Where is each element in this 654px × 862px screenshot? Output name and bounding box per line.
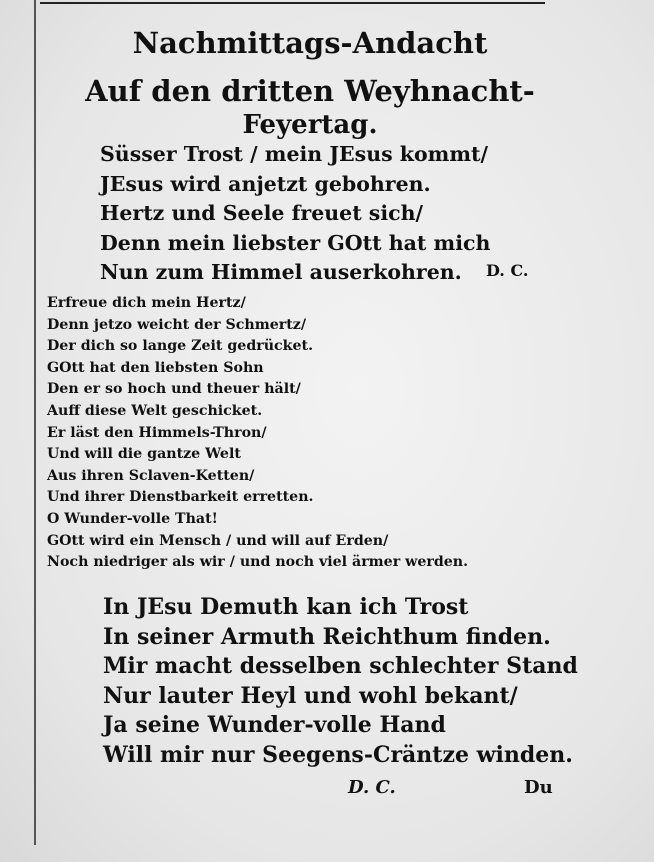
- verse-line: Aus ihren Sclaven-Ketten/: [47, 467, 255, 484]
- verse-line: Der dich so lange Zeit gedrücket.: [47, 338, 314, 355]
- verse-line: Denn jetzo weicht der Schmertz/: [47, 316, 307, 333]
- verse-line: Nur lauter Heyl und wohl bekant/: [103, 682, 518, 709]
- da-capo-mark: D. C.: [348, 777, 396, 798]
- catchword: Du: [524, 777, 553, 798]
- verse-line: O Wunder-volle That!: [47, 510, 218, 527]
- verse-line: In JEsu Demuth kan ich Trost: [103, 594, 469, 620]
- verse-line: Nun zum Himmel auserkohren.: [100, 260, 462, 284]
- verse-line: Will mir nur Seegens-Cräntze winden.: [103, 741, 573, 768]
- left-page-edge: [34, 0, 36, 845]
- heading-line-3: Feyertag.: [242, 110, 378, 140]
- heading-line-1: Nachmittags-Andacht: [132, 26, 488, 60]
- verse-line: Erfreue dich mein Hertz/: [47, 295, 246, 311]
- verse-line: Hertz und Seele freuet sich/: [100, 201, 424, 225]
- verse-line: Mir macht desselben schlechter Stand: [103, 653, 578, 679]
- top-rule: [40, 2, 545, 4]
- verse-line: Denn mein liebster GOtt hat mich: [100, 230, 491, 255]
- verse-line: In seiner Armuth Reichthum finden.: [103, 623, 551, 650]
- verse-line: GOtt wird ein Mensch / und will auf Erden/: [47, 532, 389, 549]
- aria-second-stanza: [103, 593, 578, 770]
- recitative: [47, 293, 468, 574]
- verse-line: Süsser Trost / mein JEsus kommt/: [100, 142, 489, 166]
- aria-first-stanza: [100, 140, 490, 288]
- verse-line: Den er so hoch und theuer hält/: [47, 381, 301, 398]
- verse-line: Noch niedriger als wir / und noch viel ärmer werden.: [47, 554, 469, 571]
- verse-line: GOtt hat den liebsten Sohn: [47, 359, 264, 376]
- verse-line: Er läst den Himmels-Thron/: [47, 424, 267, 441]
- verse-line: Und ihrer Dienstbarkeit erretten.: [47, 489, 314, 506]
- verse-line: Ja seine Wunder-volle Hand: [103, 712, 446, 738]
- verse-line: Auff diese Welt geschicket.: [47, 402, 263, 419]
- verse-line: JEsus wird anjetzt gebohren.: [100, 171, 431, 196]
- da-capo-mark: D. C.: [486, 261, 529, 280]
- heading-line-2: Auf den dritten Weyhnacht-: [85, 74, 535, 108]
- verse-line: Und will die gantze Welt: [47, 446, 241, 463]
